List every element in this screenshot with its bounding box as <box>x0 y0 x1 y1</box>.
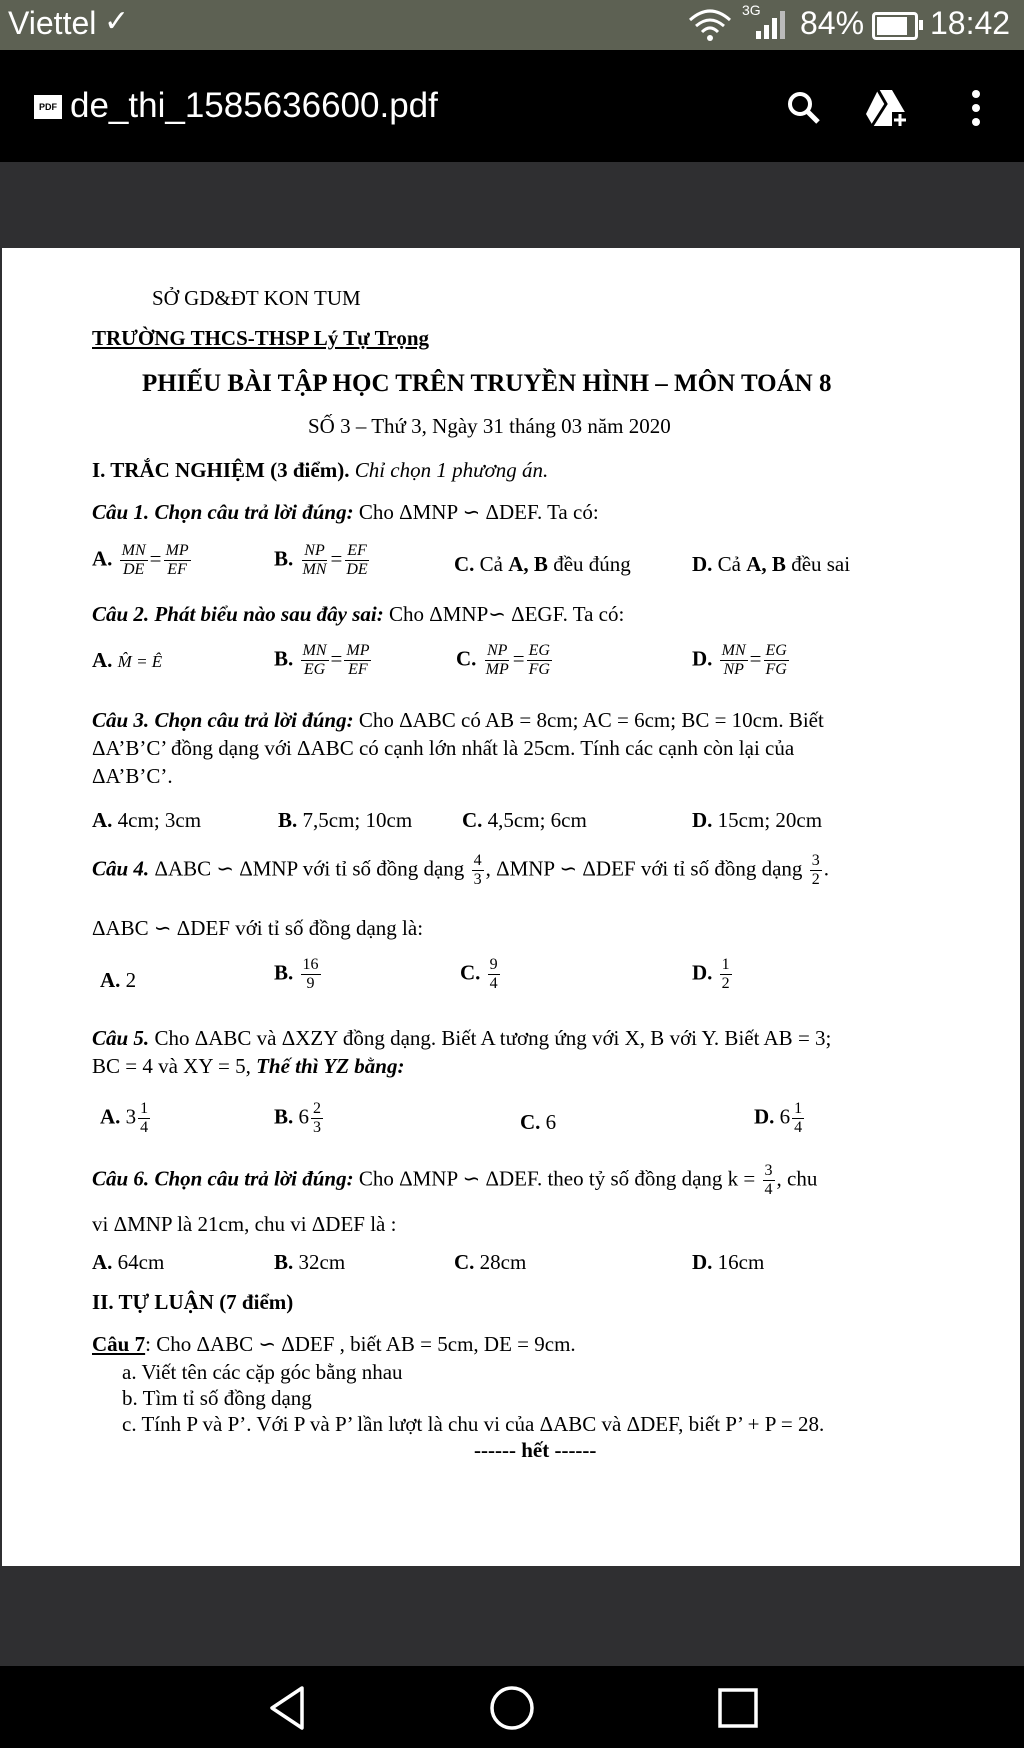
back-icon[interactable] <box>260 1680 316 1736</box>
q6-option-d <box>692 1250 764 1275</box>
drive-add-icon[interactable] <box>862 84 910 132</box>
q4-text: , ΔMNP ∽ ΔDEF với tỉ số đồng dạng <box>485 856 803 881</box>
option-letter: A. <box>92 546 113 571</box>
nav-bar <box>0 1666 1024 1748</box>
app-toolbar <box>0 50 1024 162</box>
fraction <box>527 642 552 679</box>
mixed-whole: 6 <box>779 1104 791 1129</box>
fraction <box>472 852 484 889</box>
fraction <box>301 542 329 579</box>
option-text: 2 <box>125 968 137 992</box>
q5-text: Thế thì YZ bằng: <box>256 1054 405 1078</box>
option-letter: C. <box>460 960 481 985</box>
section-1-heading <box>92 458 548 483</box>
q5-option-c <box>520 1110 556 1135</box>
question-7 <box>92 1332 576 1357</box>
fraction <box>484 642 511 679</box>
question-2 <box>92 602 624 627</box>
download-done-icon: ✓ <box>104 5 130 38</box>
q3-text-3: ΔA’B’C’. <box>92 764 173 788</box>
q2-option-c: C. $\frac{NP}{MP}$ = $\frac{EG}{FG}$ <box>456 642 550 678</box>
q3-text: Cho ΔABC có AB = 8cm; AC = 6cm; BC = 10cm. Biết <box>358 708 824 732</box>
q1-label: Câu 1. <box>92 500 150 524</box>
q1-option-a: A. $\frac{MN}{DE}$ = $\frac{MP}{EF}$ <box>92 542 189 578</box>
option-text: Cả <box>479 552 503 576</box>
section-2-title: II. TỰ LUẬN (7 điểm) <box>92 1290 294 1314</box>
q6-text: Cho ΔMNP ∽ ΔDEF. theo tỷ số đồng dạng k = <box>358 1166 756 1191</box>
question-3 <box>92 708 824 733</box>
frac-num: 2 <box>313 1100 322 1117</box>
frac-num: MP <box>165 542 189 559</box>
option-letter: D. <box>692 808 713 832</box>
doc-title: PHIẾU BÀI TẬP HỌC TRÊN TRUYỀN HÌNH – MÔN TOÁN 8 <box>142 370 832 397</box>
q7-text: : Cho ΔABC ∽ ΔDEF , biết AB = 5cm, DE = 9cm. <box>145 1332 576 1356</box>
frac-num: 3 <box>764 1162 773 1179</box>
frac-den: FG <box>765 661 787 678</box>
frac-den: 2 <box>721 975 730 992</box>
fraction <box>344 542 369 579</box>
fraction <box>764 642 789 679</box>
option-letter: D. <box>692 552 713 576</box>
fraction <box>344 642 371 679</box>
option-letter: B. <box>274 646 294 671</box>
q3-lead: Chọn câu trả lời đúng: <box>154 708 354 732</box>
option-letter: A. <box>100 968 121 992</box>
option-text: A, <box>746 552 767 576</box>
option-letter: C. <box>462 808 483 832</box>
frac-num: MN <box>302 642 327 659</box>
option-letter: A. <box>92 808 113 832</box>
file-title: de_thi_1585636600.pdf <box>70 86 438 125</box>
q5-option-a <box>100 1100 152 1137</box>
option-text: 4,5cm; 6cm <box>487 808 587 832</box>
frac-num: 1 <box>794 1100 803 1117</box>
frac-den: 2 <box>811 871 820 888</box>
q5-text: Cho ΔABC và ΔXZY đồng dạng. Biết A tương ứng với X, B với Y. Biết AB = 3; <box>154 1026 832 1050</box>
frac-den: NP <box>723 661 744 678</box>
signal-icon <box>756 10 786 47</box>
q2-option-d: D. $\frac{MN}{NP}$ = $\frac{EG}{FG}$ <box>692 642 787 678</box>
frac-den: DE <box>346 561 368 578</box>
option-text: M̂ = Ê <box>117 652 163 671</box>
q2-text: Cho ΔMNP∽ ΔEGF. Ta có: <box>388 602 625 626</box>
q3-label: Câu 3. <box>92 708 150 732</box>
section-1-note: Chỉ chọn 1 phương án. <box>354 458 549 482</box>
frac-num: EG <box>765 642 787 659</box>
doc-subtitle: SỐ 3 – Thứ 3, Ngày 31 tháng 03 năm 2020 <box>308 414 671 438</box>
frac-den: 4 <box>489 975 498 992</box>
option-text: B <box>771 552 786 576</box>
q1-option-d <box>692 552 850 577</box>
fraction <box>301 956 321 993</box>
frac-den: 9 <box>306 975 315 992</box>
option-letter: A. <box>100 1104 121 1129</box>
mixed-whole: 3 <box>125 1104 137 1129</box>
frac-num: 1 <box>140 1100 149 1117</box>
q6-option-c <box>454 1250 526 1275</box>
frac-den: MN <box>302 561 327 578</box>
option-letter: C. <box>456 646 477 671</box>
q3-option-c <box>462 808 587 833</box>
q7-part-b: b. Tìm tỉ số đồng dạng <box>122 1386 312 1410</box>
frac-den: EF <box>167 561 187 578</box>
option-text: 64cm <box>117 1250 165 1274</box>
q6-lead: Chọn câu trả lời đúng: <box>154 1166 354 1191</box>
q5-option-b <box>274 1100 325 1137</box>
frac-den: 4 <box>764 1181 773 1198</box>
q6-text-2: vi ΔMNP là 21cm, chu vi ΔDEF là : <box>92 1212 397 1236</box>
q1-option-c <box>454 552 631 577</box>
section-1-title: I. TRẮC NGHIỆM (3 điểm). <box>92 458 350 482</box>
q7-part-a: a. Viết tên các cặp góc bằng nhau <box>122 1360 403 1384</box>
school-name: TRƯỜNG THCS-THSP Lý Tự Trọng <box>92 326 430 350</box>
q6-label: Câu 6. <box>92 1166 150 1191</box>
frac-num: NP <box>304 542 325 559</box>
question-1 <box>92 500 599 525</box>
recents-icon[interactable] <box>710 1680 766 1736</box>
frac-num: 16 <box>302 956 319 973</box>
q1-text: Cho ΔMNP ∽ ΔDEF. Ta có: <box>358 500 599 524</box>
option-letter: C. <box>454 1250 475 1274</box>
q4-option-c <box>460 956 502 993</box>
option-text: B <box>533 552 548 576</box>
q4-text-2: ΔABC ∽ ΔDEF với tỉ số đồng dạng là: <box>92 916 424 940</box>
option-letter: D. <box>692 1250 713 1274</box>
option-letter: D. <box>754 1104 775 1129</box>
frac-den: EG <box>303 661 326 678</box>
q5-label: Câu 5. <box>92 1026 150 1050</box>
frac-num: EG <box>528 642 550 659</box>
q4-option-b <box>274 956 323 993</box>
frac-num: NP <box>487 642 508 659</box>
option-letter: A. <box>92 648 113 672</box>
fraction <box>138 1100 150 1137</box>
option-text: đều đúng <box>553 552 631 576</box>
q5-text-2 <box>92 1054 404 1079</box>
frac-den: 4 <box>794 1119 803 1136</box>
option-letter: B. <box>278 808 298 832</box>
frac-num: MP <box>346 642 370 659</box>
q2-option-b: B. $\frac{MN}{EG}$ = $\frac{MP}{EF}$ <box>274 642 370 678</box>
frac-den: EF <box>348 661 368 678</box>
pdf-file-icon: PDF <box>34 95 62 119</box>
option-text: 15cm; 20cm <box>717 808 823 832</box>
carrier-name: Viettel <box>8 5 97 41</box>
question-5 <box>92 1026 831 1051</box>
option-text: 4cm; 3cm <box>117 808 202 832</box>
frac-den: 3 <box>473 871 482 888</box>
battery-percent: 84% <box>800 5 865 41</box>
option-text: 6 <box>545 1110 557 1134</box>
frac-den: DE <box>123 561 145 578</box>
fraction <box>120 542 148 579</box>
q6-text: , chu <box>776 1166 818 1191</box>
option-letter: C. <box>520 1110 541 1134</box>
fraction <box>720 956 732 993</box>
q6-option-b <box>274 1250 345 1275</box>
frac-den: 4 <box>140 1119 149 1136</box>
option-letter: C. <box>454 552 475 576</box>
option-letter: A. <box>92 1250 113 1274</box>
frac-num: 3 <box>811 852 820 869</box>
q2-option-a <box>92 648 162 673</box>
q4-option-a <box>100 968 136 993</box>
q6-option-a <box>92 1250 164 1275</box>
question-6 <box>92 1162 817 1199</box>
q3-option-a <box>92 808 201 833</box>
fraction <box>311 1100 323 1137</box>
q3-text-2: ΔA’B’C’ đồng dạng với ΔABC có cạnh lớn nhất là 25cm. Tính các cạnh còn lại của <box>92 736 795 760</box>
q4-label: Câu 4. <box>92 856 150 881</box>
clock: 18:42 <box>930 5 1011 41</box>
network-type: 3G <box>742 2 761 18</box>
q3-option-b <box>278 808 412 833</box>
fraction <box>810 852 822 889</box>
end-marker: ------ hết ------ <box>474 1438 597 1462</box>
option-text: 28cm <box>479 1250 527 1274</box>
mixed-whole: 6 <box>298 1104 310 1129</box>
q7-label: Câu 7 <box>92 1332 146 1356</box>
option-text: đều sai <box>791 552 851 576</box>
q1-option-b: B. $\frac{NP}{MN}$ = $\frac{EF}{DE}$ <box>274 542 368 578</box>
fraction <box>792 1100 804 1137</box>
frac-num: 9 <box>489 956 498 973</box>
q4-option-d <box>692 956 734 993</box>
q1-lead: Chọn câu trả lời đúng: <box>154 500 354 524</box>
option-letter: B. <box>274 1104 294 1129</box>
fraction <box>488 956 500 993</box>
more-vert-icon[interactable] <box>952 84 1000 132</box>
option-letter: D. <box>692 646 713 671</box>
frac-num: 4 <box>473 852 482 869</box>
q4-text: . <box>823 856 829 881</box>
q5-option-d <box>754 1100 806 1137</box>
frac-num: 1 <box>721 956 730 973</box>
option-letter: B. <box>274 546 294 571</box>
option-text: 32cm <box>298 1250 346 1274</box>
wifi-icon <box>688 8 732 50</box>
frac-den: FG <box>528 661 550 678</box>
fraction <box>301 642 329 679</box>
option-text: A, <box>508 552 529 576</box>
option-letter: D. <box>692 960 713 985</box>
q4-text: ΔABC ∽ ΔMNP với tỉ số đồng dạng <box>154 856 465 881</box>
dept-name: SỞ GD&ĐT KON TUM <box>152 286 361 310</box>
fraction <box>720 642 748 679</box>
frac-num: EF <box>347 542 367 559</box>
pdf-page <box>2 248 1020 1566</box>
home-icon[interactable] <box>484 1680 540 1736</box>
fraction <box>164 542 191 579</box>
q7-part-c: c. Tính P và P’. Với P và P’ lần lượt là chu vi của ΔABC và ΔDEF, biết P’ + P = 28. <box>122 1412 825 1436</box>
battery-icon <box>872 12 918 40</box>
search-icon[interactable] <box>780 84 828 132</box>
frac-num: MN <box>721 642 746 659</box>
q5-text: BC = 4 và XY = 5, <box>92 1054 251 1078</box>
option-text: Cả <box>717 552 741 576</box>
status-bar <box>0 0 1024 50</box>
option-letter: B. <box>274 960 294 985</box>
frac-den: MP <box>485 661 509 678</box>
option-text: 7,5cm; 10cm <box>302 808 413 832</box>
frac-num: MN <box>121 542 146 559</box>
fraction <box>763 1162 775 1199</box>
question-4 <box>92 852 829 889</box>
q2-label: Câu 2. Phát biểu nào sau đây sai: <box>92 602 384 626</box>
q3-option-d <box>692 808 822 833</box>
frac-den: 3 <box>313 1119 322 1136</box>
option-letter: B. <box>274 1250 294 1274</box>
option-text: 16cm <box>717 1250 765 1274</box>
